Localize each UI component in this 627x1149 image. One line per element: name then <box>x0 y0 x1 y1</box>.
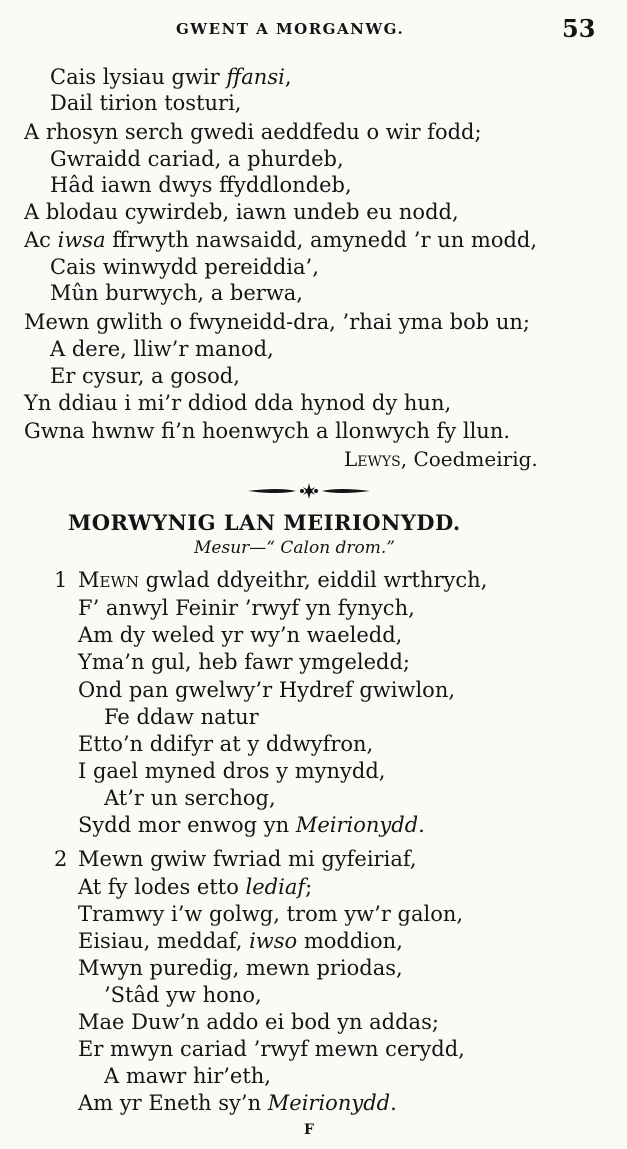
verse-line: Cais lysiau gwir ffansi, <box>50 65 292 89</box>
page-number: 53 <box>562 14 596 43</box>
verse-line: A blodau cywirdeb, iawn undeb eu nodd, <box>24 200 459 224</box>
stanza-number: 2 <box>54 847 68 871</box>
verse-line: Gwraidd cariad, a phurdeb, <box>50 147 344 171</box>
printer-signature: F <box>304 1122 314 1138</box>
verse-line: Hâd iawn dwys ffyddlondeb, <box>50 173 352 197</box>
poem-title: MORWYNIG LAN MEIRIONYDD. <box>68 510 461 535</box>
stanza-number: 1 <box>54 568 68 592</box>
verse-line: Yma’n gul, heb fawr ymgeledd; <box>78 650 411 674</box>
verse-line: At fy lodes etto lediaf; <box>78 875 313 899</box>
verse-line: Etto’n ddifyr at y ddwyfron, <box>78 732 374 756</box>
verse-line: Sydd mor enwog yn Meirionydd. <box>78 813 425 837</box>
verse-line: Am dy weled yr wy’n waeledd, <box>78 623 403 647</box>
meter-line: Mesur—“ Calon drom.” <box>194 538 396 558</box>
verse-line: F’ anwyl Feinir ’rwyf yn fynych, <box>78 596 415 620</box>
verse-line: Tramwy i’w golwg, trom yw’r galon, <box>78 902 464 926</box>
verse-line: Mwyn puredig, mewn priodas, <box>78 956 403 980</box>
verse-line: Dail tirion tosturi, <box>50 91 242 115</box>
verse-line: Fe ddaw natur <box>104 705 259 729</box>
verse-line: ’Stâd yw hono, <box>104 983 262 1007</box>
verse-line: I gael myned dros y mynydd, <box>78 759 386 783</box>
verse-line: Er mwyn cariad ’rwyf mewn cerydd, <box>78 1037 465 1061</box>
running-head: GWENT A MORGANWG. <box>176 20 405 38</box>
verse-line: Ac iwsa ffrwyth nawsaidd, amynedd ’r un modd, <box>24 228 538 252</box>
verse-line: Gwna hwnw fi’n hoenwych a llonwych fy llun. <box>24 419 511 443</box>
verse-line: A rhosyn serch gwedi aeddfedu o wir fodd; <box>24 120 482 144</box>
verse-line: Am yr Eneth sy’n Meirionydd. <box>78 1091 397 1115</box>
verse-line: A mawr hir’eth, <box>104 1064 271 1088</box>
verse-line: Yn ddiau i mi’r ddiod dda hynod dy hun, <box>24 391 452 415</box>
ornament-divider <box>244 481 374 501</box>
verse-line: Mewn gwiw fwriad mi gyfeiriaf, <box>78 847 417 871</box>
attribution: Lewys, Coedmeirig. <box>344 447 538 471</box>
verse-line: Ond pan gwelwy’r Hydref gwiwlon, <box>78 678 456 702</box>
verse-line: Mewn gwlith o fwyneidd-dra, ’rhai yma bob un; <box>24 310 530 334</box>
verse-line: Mewn gwlad ddyeithr, eiddil wrthrych, <box>78 568 488 592</box>
verse-line: A dere, lliw’r manod, <box>50 337 274 361</box>
verse-line: At’r un serchog, <box>104 786 276 810</box>
verse-line: Mûn burwych, a berwa, <box>50 281 303 305</box>
verse-line: Er cysur, a gosod, <box>50 364 240 388</box>
verse-line: Mae Duw’n addo ei bod yn addas; <box>78 1010 439 1034</box>
verse-line: Cais winwydd pereiddia’, <box>50 255 319 279</box>
verse-line: Eisiau, meddaf, iwso moddion, <box>78 929 403 953</box>
